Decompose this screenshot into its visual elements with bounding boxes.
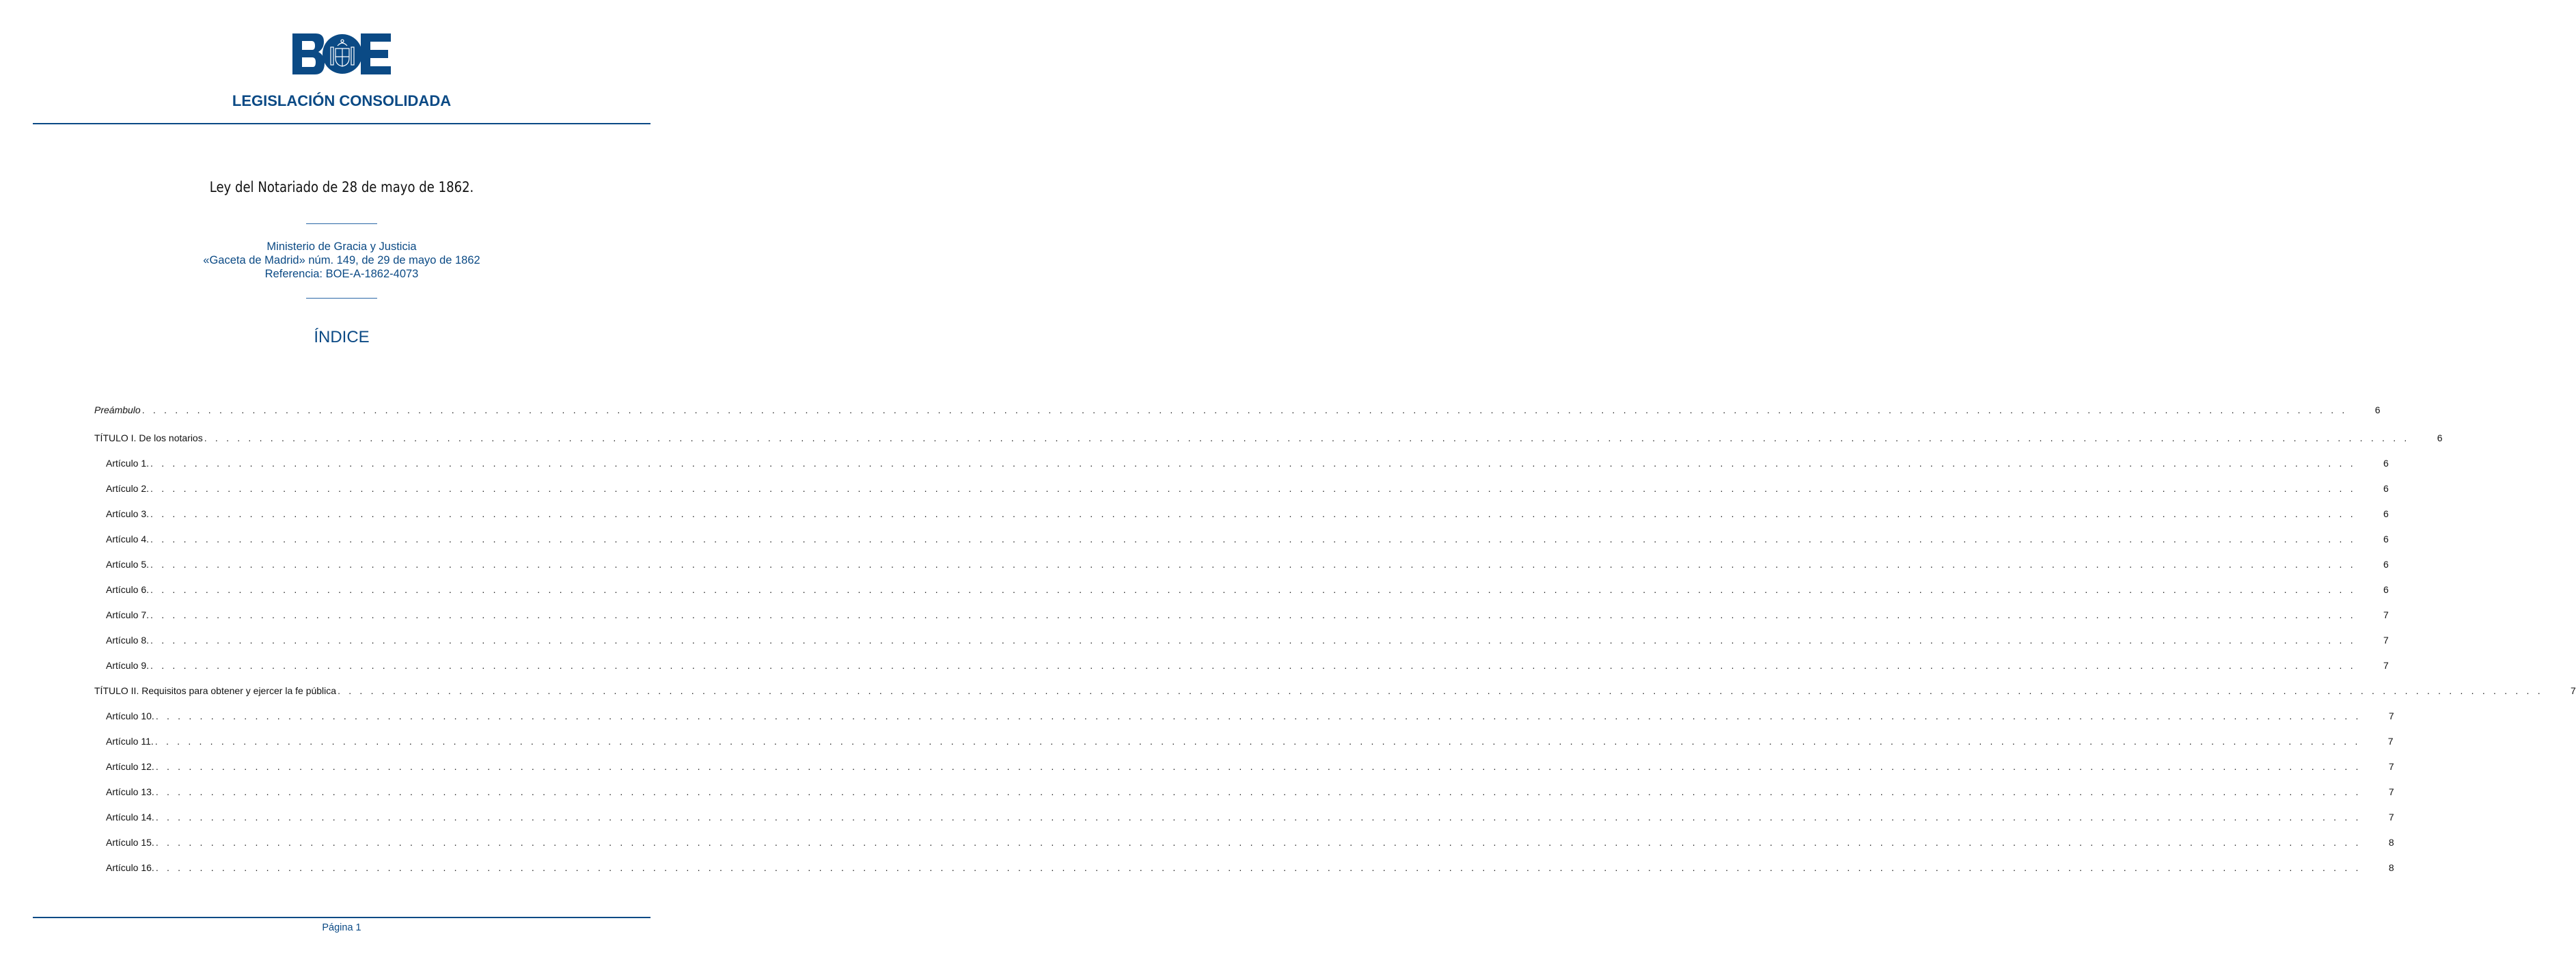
toc-entry[interactable] bbox=[106, 786, 2394, 800]
toc-entry-page: 7 bbox=[2388, 761, 2394, 772]
toc-entry-page: 6 bbox=[2383, 458, 2389, 469]
header-title: LEGISLACIÓN CONSOLIDADA bbox=[232, 92, 452, 109]
toc-dot-leader: . . . . . . . . . . . . . . . . . . . . . . . . . . . . . . . . . . . . . . . . . . . . . . . . . . . . . . . . . . . . . . . . . . . . . . . . . . . . . . . . . . . . . . . . . . . . . . . . . . . . . . . . . . . . . . . . . . . . . . . . . . . . . . . . . . . . . . . . . . . . . . . . . . . . . . . . . . . . . . . . . . . . . . . . . . . . . . . . . . . . . . . . . . . . . . . . . . . . . . . . bbox=[150, 609, 2356, 620]
toc-entry-page: 7 bbox=[2383, 609, 2389, 620]
toc-entry-page: 6 bbox=[2383, 534, 2389, 544]
toc-entry-label: Artículo 14. bbox=[106, 812, 154, 823]
toc-entry[interactable] bbox=[106, 660, 2389, 674]
toc-entry-page: 6 bbox=[2374, 404, 2381, 415]
toc-dot-leader: . . . . . . . . . . . . . . . . . . . . . . . . . . . . . . . . . . . . . . . . . . . . . . . . . . . . . . . . . . . . . . . . . . . . . . . . . . . . . . . . . . . . . . . . . . . . . . . . . . . . . . . . . . . . . . . . . . . . . . . . . . . . . . . . . . . . . . . . . . . . . . . . . . . . . . . . . . . . . . . . . . . . . . . . . . . . . . . . . . . . . . . . . . . . . . . . . . . . . . . . bbox=[150, 559, 2356, 570]
toc-entry-label: Artículo 3. bbox=[106, 508, 150, 519]
toc-entry-page: 6 bbox=[2383, 508, 2389, 519]
document-title: Ley del Notariado de 28 de mayo de 1862. bbox=[209, 179, 474, 195]
header-divider bbox=[33, 123, 650, 124]
document-metadata bbox=[0, 240, 683, 281]
short-divider-top bbox=[306, 223, 377, 224]
toc-entry[interactable] bbox=[106, 584, 2389, 598]
toc-entry-page: 6 bbox=[2437, 432, 2443, 443]
toc-entry-page: 7 bbox=[2387, 736, 2394, 747]
toc-entry-label: Artículo 16. bbox=[106, 862, 154, 873]
toc-entry-label: Artículo 12. bbox=[106, 761, 154, 772]
toc-entry-label: TÍTULO II. Requisitos para obtener y ejercer la fe pública bbox=[94, 685, 337, 696]
toc-entry-label: Artículo 4. bbox=[106, 534, 150, 544]
boe-logo bbox=[292, 33, 391, 74]
toc-dot-leader: . . . . . . . . . . . . . . . . . . . . . . . . . . . . . . . . . . . . . . . . . . . . . . . . . . . . . . . . . . . . . . . . . . . . . . . . . . . . . . . . . . . . . . . . . . . . . . . . . . . . . . . . . . . . . . . . . . . . . . . . . . . . . . . . . . . . . . . . . . . . . . . . . . . . . . . . . . . . . . . . . . . . . . . . . . . . . . . . . . . . . . . . . . . . . . . . . . . . . . . . bbox=[154, 736, 2361, 747]
toc-entry-page: 6 bbox=[2383, 559, 2389, 570]
toc-dot-leader: . . . . . . . . . . . . . . . . . . . . . . . . . . . . . . . . . . . . . . . . . . . . . . . . . . . . . . . . . . . . . . . . . . . . . . . . . . . . . . . . . . . . . . . . . . . . . . . . . . . . . . . . . . . . . . . . . . . . . . . . . . . . . . . . . . . . . . . . . . . . . . . . . . . . . . . . . . . . . . . . . . . . . . . . . . . . . . . . . . . . . . . . . . . . . . . . . . . . . . . . bbox=[150, 584, 2356, 595]
ministry: Ministerio de Gracia y Justicia bbox=[266, 240, 417, 253]
toc-dot-leader: . . . . . . . . . . . . . . . . . . . . . . . . . . . . . . . . . . . . . . . . . . . . . . . . . . . . . . . . . . . . . . . . . . . . . . . . . . . . . . . . . . . . . . . . . . . . . . . . . . . . . . . . . . . . . . . . . . . . . . . . . . . . . . . . . . . . . . . . . . . . . . . . . . . . . . . . . . . . . . . . . . . . . . . . . . . . . . . . . . . . . . . . . . . . . . . . . . . . . . . . bbox=[155, 862, 2361, 873]
toc-dot-leader: . . . . . . . . . . . . . . . . . . . . . . . . . . . . . . . . . . . . . . . . . . . . . . . . . . . . . . . . . . . . . . . . . . . . . . . . . . . . . . . . . . . . . . . . . . . . . . . . . . . . . . . . . . . . . . . . . . . . . . . . . . . . . . . . . . . . . . . . . . . . . . . . . . . . . . . . . . . . . . . . . . . . . . . . . . . . . . . . . . . . . . . . . . . . . . . . . . . . . . . . bbox=[150, 660, 2356, 671]
toc-dot-leader: . . . . . . . . . . . . . . . . . . . . . . . . . . . . . . . . . . . . . . . . . . . . . . . . . . . . . . . . . . . . . . . . . . . . . . . . . . . . . . . . . . . . . . . . . . . . . . . . . . . . . . . . . . . . . . . . . . . . . . . . . . . . . . . . . . . . . . . . . . . . . . . . . . . . . . . . . . . . . . . . . . . . . . . . . . . . . . . . . . . . . . . . . . . . . . . . . . . . . . . . bbox=[155, 761, 2361, 772]
toc-entry[interactable] bbox=[106, 508, 2389, 522]
toc-entry-label: Artículo 11. bbox=[106, 736, 154, 747]
toc-entry-page: 8 bbox=[2388, 837, 2394, 848]
toc-dot-leader: . . . . . . . . . . . . . . . . . . . . . . . . . . . . . . . . . . . . . . . . . . . . . . . . . . . . . . . . . . . . . . . . . . . . . . . . . . . . . . . . . . . . . . . . . . . . . . . . . . . . . . . . . . . . . . . . . . . . . . . . . . . . . . . . . . . . . . . . . . . . . . . . . . . . . . . . . . . . . . . . . . . . . . . . . . . . . . . . . . . . . . . . . . . . . . . . . . . . . . . . bbox=[155, 786, 2361, 797]
toc-entry-page: 8 bbox=[2388, 862, 2394, 873]
reference: Referencia: BOE-A-1862-4073 bbox=[264, 268, 419, 280]
toc-entry-label: Artículo 5. bbox=[106, 559, 150, 570]
toc-entry-label: Artículo 7. bbox=[106, 609, 150, 620]
page-number: Página 1 bbox=[322, 922, 361, 933]
toc-entry[interactable] bbox=[106, 483, 2389, 497]
toc-dot-leader: . . . . . . . . . . . . . . . . . . . . . . . . . . . . . . . . . . . . . . . . . . . . . . . . . . . . . . . . . . . . . . . . . . . . . . . . . . . . . . . . . . . . . . . . . . . . . . . . . . . . . . . . . . . . . . . . . . . . . . . . . . . . . . . . . . . . . . . . . . . . . . . . . . . . . . . . . . . . . . . . . . . . . . . . . . . . . . . . . . . . . . . . . . . . . . . . . . . . . . . . bbox=[338, 685, 2543, 696]
gazette: «Gaceta de Madrid» núm. 149, de 29 de mayo de 1862 bbox=[203, 254, 480, 266]
toc-entry[interactable] bbox=[106, 458, 2389, 471]
toc-entry-label: Artículo 2. bbox=[106, 483, 150, 494]
toc-entry-label: Artículo 8. bbox=[106, 635, 150, 646]
toc-entry[interactable] bbox=[106, 635, 2389, 648]
toc-entry-label: Artículo 1. bbox=[106, 458, 150, 469]
toc-entry[interactable] bbox=[106, 837, 2394, 851]
toc-entry-page: 7 bbox=[2388, 812, 2394, 823]
toc-dot-leader: . . . . . . . . . . . . . . . . . . . . . . . . . . . . . . . . . . . . . . . . . . . . . . . . . . . . . . . . . . . . . . . . . . . . . . . . . . . . . . . . . . . . . . . . . . . . . . . . . . . . . . . . . . . . . . . . . . . . . . . . . . . . . . . . . . . . . . . . . . . . . . . . . . . . . . . . . . . . . . . . . . . . . . . . . . . . . . . . . . . . . . . . . . . . . . . . . . . . . . . . bbox=[155, 812, 2361, 823]
short-divider-bottom bbox=[306, 298, 377, 299]
toc-dot-leader: . . . . . . . . . . . . . . . . . . . . . . . . . . . . . . . . . . . . . . . . . . . . . . . . . . . . . . . . . . . . . . . . . . . . . . . . . . . . . . . . . . . . . . . . . . . . . . . . . . . . . . . . . . . . . . . . . . . . . . . . . . . . . . . . . . . . . . . . . . . . . . . . . . . . . . . . . . . . . . . . . . . . . . . . . . . . . . . . . . . . . . . . . . . . . . . . . . . . . . . . bbox=[150, 508, 2356, 519]
toc-entry[interactable] bbox=[106, 812, 2394, 825]
toc-dot-leader: . . . . . . . . . . . . . . . . . . . . . . . . . . . . . . . . . . . . . . . . . . . . . . . . . . . . . . . . . . . . . . . . . . . . . . . . . . . . . . . . . . . . . . . . . . . . . . . . . . . . . . . . . . . . . . . . . . . . . . . . . . . . . . . . . . . . . . . . . . . . . . . . . . . . . . . . . . . . . . . . . . . . . . . . . . . . . . . . . . . . . . . . . . . . . . . . . . . . . . . . bbox=[150, 534, 2356, 544]
index-heading: ÍNDICE bbox=[314, 328, 370, 346]
toc-entry[interactable] bbox=[106, 862, 2394, 876]
toc-entry-page: 6 bbox=[2383, 483, 2389, 494]
toc-entry-page: 7 bbox=[2388, 786, 2394, 797]
toc-entry-page: 7 bbox=[2383, 635, 2389, 646]
toc-entry[interactable] bbox=[94, 404, 2381, 418]
toc-entry[interactable] bbox=[106, 761, 2394, 775]
toc-entry[interactable] bbox=[94, 685, 2576, 699]
toc-dot-leader: . . . . . . . . . . . . . . . . . . . . . . . . . . . . . . . . . . . . . . . . . . . . . . . . . . . . . . . . . . . . . . . . . . . . . . . . . . . . . . . . . . . . . . . . . . . . . . . . . . . . . . . . . . . . . . . . . . . . . . . . . . . . . . . . . . . . . . . . . . . . . . . . . . . . . . . . . . . . . . . . . . . . . . . . . . . . . . . . . . . . . . . . . . . . . . . . . . . . . . . . bbox=[150, 483, 2356, 494]
toc-entry-page: 7 bbox=[2571, 685, 2576, 696]
footer-divider bbox=[33, 917, 650, 918]
toc-entry-page: 7 bbox=[2383, 660, 2389, 671]
toc-dot-leader: . . . . . . . . . . . . . . . . . . . . . . . . . . . . . . . . . . . . . . . . . . . . . . . . . . . . . . . . . . . . . . . . . . . . . . . . . . . . . . . . . . . . . . . . . . . . . . . . . . . . . . . . . . . . . . . . . . . . . . . . . . . . . . . . . . . . . . . . . . . . . . . . . . . . . . . . . . . . . . . . . . . . . . . . . . . . . . . . . . . . . . . . . . . . . . . . . . . . . . . . bbox=[155, 837, 2361, 848]
toc-entry[interactable] bbox=[106, 710, 2394, 724]
toc-dot-leader: . . . . . . . . . . . . . . . . . . . . . . . . . . . . . . . . . . . . . . . . . . . . . . . . . . . . . . . . . . . . . . . . . . . . . . . . . . . . . . . . . . . . . . . . . . . . . . . . . . . . . . . . . . . . . . . . . . . . . . . . . . . . . . . . . . . . . . . . . . . . . . . . . . . . . . . . . . . . . . . . . . . . . . . . . . . . . . . . . . . . . . . . . . . . . . . . . . . . . . . . bbox=[150, 635, 2356, 646]
toc-entry-page: 6 bbox=[2383, 584, 2389, 595]
toc-entry-label: Artículo 13. bbox=[106, 786, 154, 797]
toc-entry-label: Artículo 15. bbox=[106, 837, 154, 848]
toc-entry-label: TÍTULO I. De los notarios bbox=[94, 432, 203, 443]
toc-entry-label: Artículo 9. bbox=[106, 660, 150, 671]
toc-entry-label: Artículo 10. bbox=[106, 710, 154, 721]
toc-dot-leader: . . . . . . . . . . . . . . . . . . . . . . . . . . . . . . . . . . . . . . . . . . . . . . . . . . . . . . . . . . . . . . . . . . . . . . . . . . . . . . . . . . . . . . . . . . . . . . . . . . . . . . . . . . . . . . . . . . . . . . . . . . . . . . . . . . . . . . . . . . . . . . . . . . . . . . . . . . . . . . . . . . . . . . . . . . . . . . . . . . . . . . . . . . . . . . . . . . . . . . . . bbox=[155, 710, 2361, 721]
toc-dot-leader: . . . . . . . . . . . . . . . . . . . . . . . . . . . . . . . . . . . . . . . . . . . . . . . . . . . . . . . . . . . . . . . . . . . . . . . . . . . . . . . . . . . . . . . . . . . . . . . . . . . . . . . . . . . . . . . . . . . . . . . . . . . . . . . . . . . . . . . . . . . . . . . . . . . . . . . . . . . . . . . . . . . . . . . . . . . . . . . . . . . . . . . . . . . . . . . . . . . . . . . . bbox=[204, 432, 2410, 443]
toc-entry[interactable] bbox=[106, 736, 2394, 749]
toc-entry-label: Preámbulo bbox=[94, 404, 141, 415]
toc-dot-leader: . . . . . . . . . . . . . . . . . . . . . . . . . . . . . . . . . . . . . . . . . . . . . . . . . . . . . . . . . . . . . . . . . . . . . . . . . . . . . . . . . . . . . . . . . . . . . . . . . . . . . . . . . . . . . . . . . . . . . . . . . . . . . . . . . . . . . . . . . . . . . . . . . . . . . . . . . . . . . . . . . . . . . . . . . . . . . . . . . . . . . . . . . . . . . . . . . . . . . . . . bbox=[150, 458, 2356, 469]
toc-entry-page: 7 bbox=[2388, 710, 2394, 721]
toc-entry[interactable] bbox=[94, 432, 2443, 446]
toc-entry[interactable] bbox=[106, 534, 2389, 547]
toc-entry[interactable] bbox=[106, 609, 2389, 623]
toc-entry-label: Artículo 6. bbox=[106, 584, 150, 595]
toc-entry[interactable] bbox=[106, 559, 2389, 572]
toc-dot-leader: . . . . . . . . . . . . . . . . . . . . . . . . . . . . . . . . . . . . . . . . . . . . . . . . . . . . . . . . . . . . . . . . . . . . . . . . . . . . . . . . . . . . . . . . . . . . . . . . . . . . . . . . . . . . . . . . . . . . . . . . . . . . . . . . . . . . . . . . . . . . . . . . . . . . . . . . . . . . . . . . . . . . . . . . . . . . . . . . . . . . . . . . . . . . . . . . . . . . . . . . bbox=[141, 404, 2348, 415]
